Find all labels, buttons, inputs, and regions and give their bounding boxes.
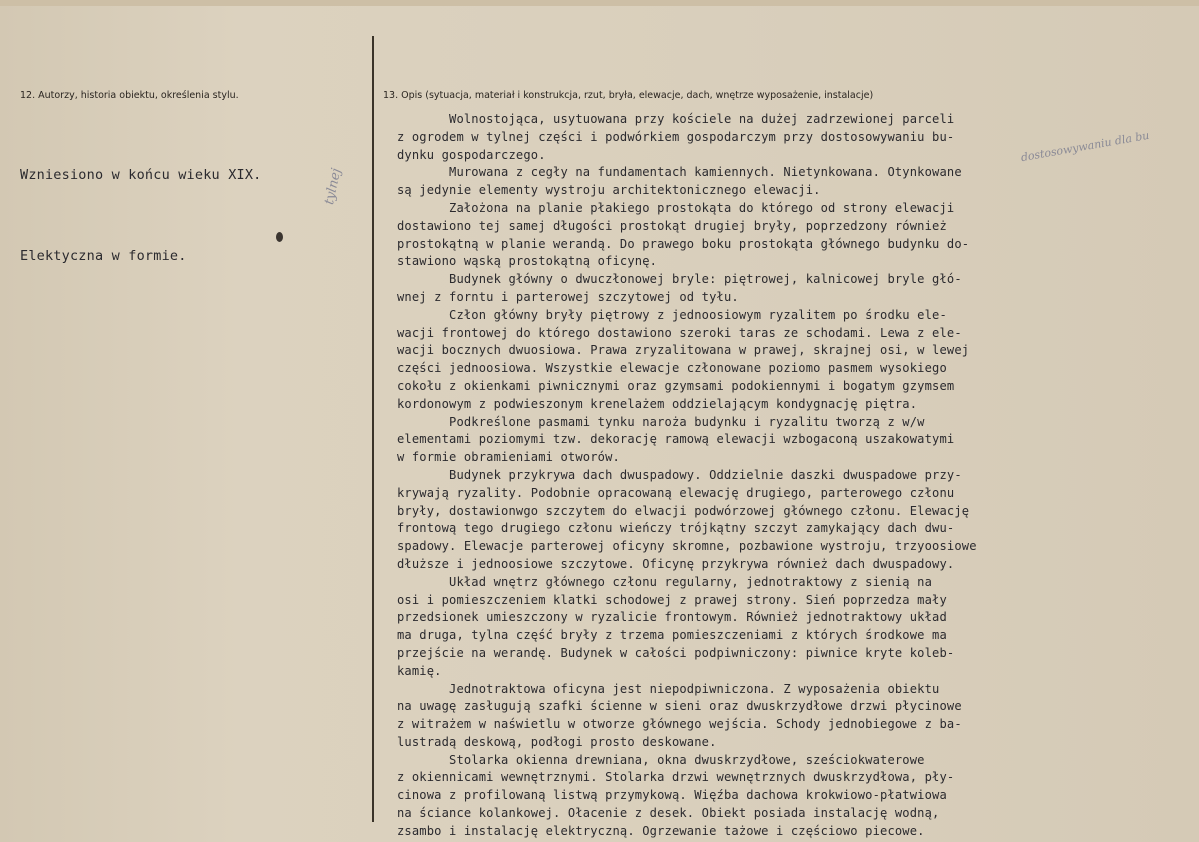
handwritten-note-right: dostosowywaniu dla bu <box>1019 128 1151 165</box>
description-line: z okiennicami wewnętrznymi. Stolarka drzwi wewnętrznych dwuskrzydłowa, pły- <box>397 770 955 785</box>
description-line: na ściance kolankowej. Ołacenie z desek. Obiekt posiada instalację wodną, <box>397 806 940 821</box>
description-line: cokołu z okienkami piwnicznymi oraz gzymsami podokiennymi i bogatym gzymsem <box>397 378 955 393</box>
description-line: elementami poziomymi tzw. dekorację ramową elewacji wzbogaconą uszakowatymi <box>397 432 955 447</box>
description-line: frontową tego drugiego członu wieńczy trójkątny szczyt zamykający dach dwu- <box>397 521 955 536</box>
description-line: Wolnostojąca, usytuowana przy kościele na dużej zadrzewionej parceli <box>397 112 955 126</box>
description-line: na uwagę zasługują szafki ścienne w sieni oraz dwuskrzydłowe drzwi płycinowe <box>397 699 962 714</box>
description-line: dynku gospodarczego. <box>397 147 546 162</box>
description-line: wacji bocznych dwuosiowa. Prawa zryzalitowana w prawej, skrajnej osi, w lewej <box>397 343 970 358</box>
description-line: Założona na planie płakiego prostokąta do którego od strony elewacji <box>397 200 955 215</box>
description-line: Człon główny bryły piętrowy z jednoosiowym ryzalitem po środku ele- <box>397 307 947 322</box>
description-line: Stolarka okienna drewniana, okna dwuskrzydłowe, sześciokwaterowe <box>397 752 925 767</box>
section-12-line: Wzniesiono w końcu wieku XIX. <box>20 167 262 183</box>
description-line: spadowy. Elewacje parterowej oficyny skromne, pozbawione wystroju, trzyoosiowe <box>397 539 977 554</box>
description-line: przedsionek umieszczony w ryzalicie frontowym. Również jednotraktowy układ <box>397 610 947 625</box>
description-line: wnej z forntu i parterowej szczytowej od tyłu. <box>397 289 739 304</box>
description-line: wacji frontowej do którego dostawiono szeroki taras ze schodami. Lewa z ele- <box>397 325 962 340</box>
description-line: kordonowym z podwieszonym krenelażem oddzielającym kondygnację piętra. <box>397 396 918 411</box>
handwritten-note-left: tylnej <box>322 166 345 207</box>
description-line: Murowana z cegły na fundamentach kamiennych. Nietynkowana. Otynkowane <box>397 165 962 180</box>
section-13-label: 13. Opis (sytuacja, materiał i konstrukcja, rzut, bryła, elewacje, dach, wnętrze wyposażenie, instalacje) <box>383 90 874 101</box>
description-line: stawiono wąską prostokątną oficynę. <box>397 254 658 269</box>
description-line: w formie obramieniami otworów. <box>397 450 620 465</box>
description-line: osi i pomieszczeniem klatki schodowej z prawej strony. Sień poprzedza mały <box>397 592 947 607</box>
section-13-text <box>397 111 977 841</box>
description-line: z ogrodem w tylnej części i podwórkiem gospodarczym przy dostosowywaniu bu- <box>397 129 955 144</box>
description-line: Układ wnętrz głównego członu regularny, jednotraktowy z sienią na <box>397 574 933 589</box>
description-line: części jednoosiowa. Wszystkie elewacje członowane poziomo pasmem wysokiego <box>397 361 947 376</box>
description-line: lustradą deskową, podłogi prosto deskowane. <box>397 734 717 749</box>
description-line: Budynek przykrywa dach dwuspadowy. Oddzielnie daszki dwuspadowe przy- <box>397 467 962 482</box>
description-line: kamię. <box>397 663 442 678</box>
description-line: ma druga, tylna część bryły z trzema pomieszczeniami z których środkowe ma <box>397 628 947 643</box>
description-line: dostawiono tej samej długości prostokąt drugiej bryły, poprzedzony również <box>397 218 947 233</box>
description-line: z witrażem w naświetlu w otworze głównego wejścia. Schody jednobiegowe z ba- <box>397 717 962 732</box>
description-line: cinowa z profilowaną listwą przymykową. Więźba dachowa krokwiowo-płatwiowa <box>397 788 947 803</box>
section-12-line: Elektyczna w formie. <box>20 248 187 264</box>
description-line: Budynek główny o dwuczłonowej bryle: piętrowej, kalnicowej bryle głó- <box>397 272 962 287</box>
description-line: prostokątną w planie werandą. Do prawego boku prostokąta głównego budynku do- <box>397 236 970 251</box>
ink-dot <box>276 232 283 242</box>
section-12-label: 12. Autorzy, historia obiektu, określenia stylu. <box>20 90 239 101</box>
description-line: krywają ryzality. Podobnie opracowaną elewację drugiego, parterowego członu <box>397 485 955 500</box>
page-top-edge <box>0 0 1199 6</box>
description-line: Jednotraktowa oficyna jest niepodpiwniczona. Z wyposażenia obiektu <box>397 681 940 696</box>
column-divider <box>372 36 374 822</box>
description-line: Podkreślone pasmami tynku naroża budynku i ryzalitu tworzą z w/w <box>397 414 925 429</box>
description-line: zsambo i instalację elektryczną. Ogrzewanie tażowe i częściowo piecowe. <box>397 823 925 838</box>
description-line: dłuższe i jednoosiowe szczytowe. Oficynę przykrywa również dach dwuspadowy. <box>397 556 955 571</box>
description-line: są jedynie elementy wystroju architektonicznego elewacji. <box>397 183 821 198</box>
description-line: bryły, dostawionwgo szczytem do elwacji podwórzowej głównego członu. Elewację <box>397 503 970 518</box>
description-line: przejście na werandę. Budynek w całości podpiwniczony: piwnice kryte koleb- <box>397 645 955 660</box>
section-12-text <box>20 108 262 297</box>
